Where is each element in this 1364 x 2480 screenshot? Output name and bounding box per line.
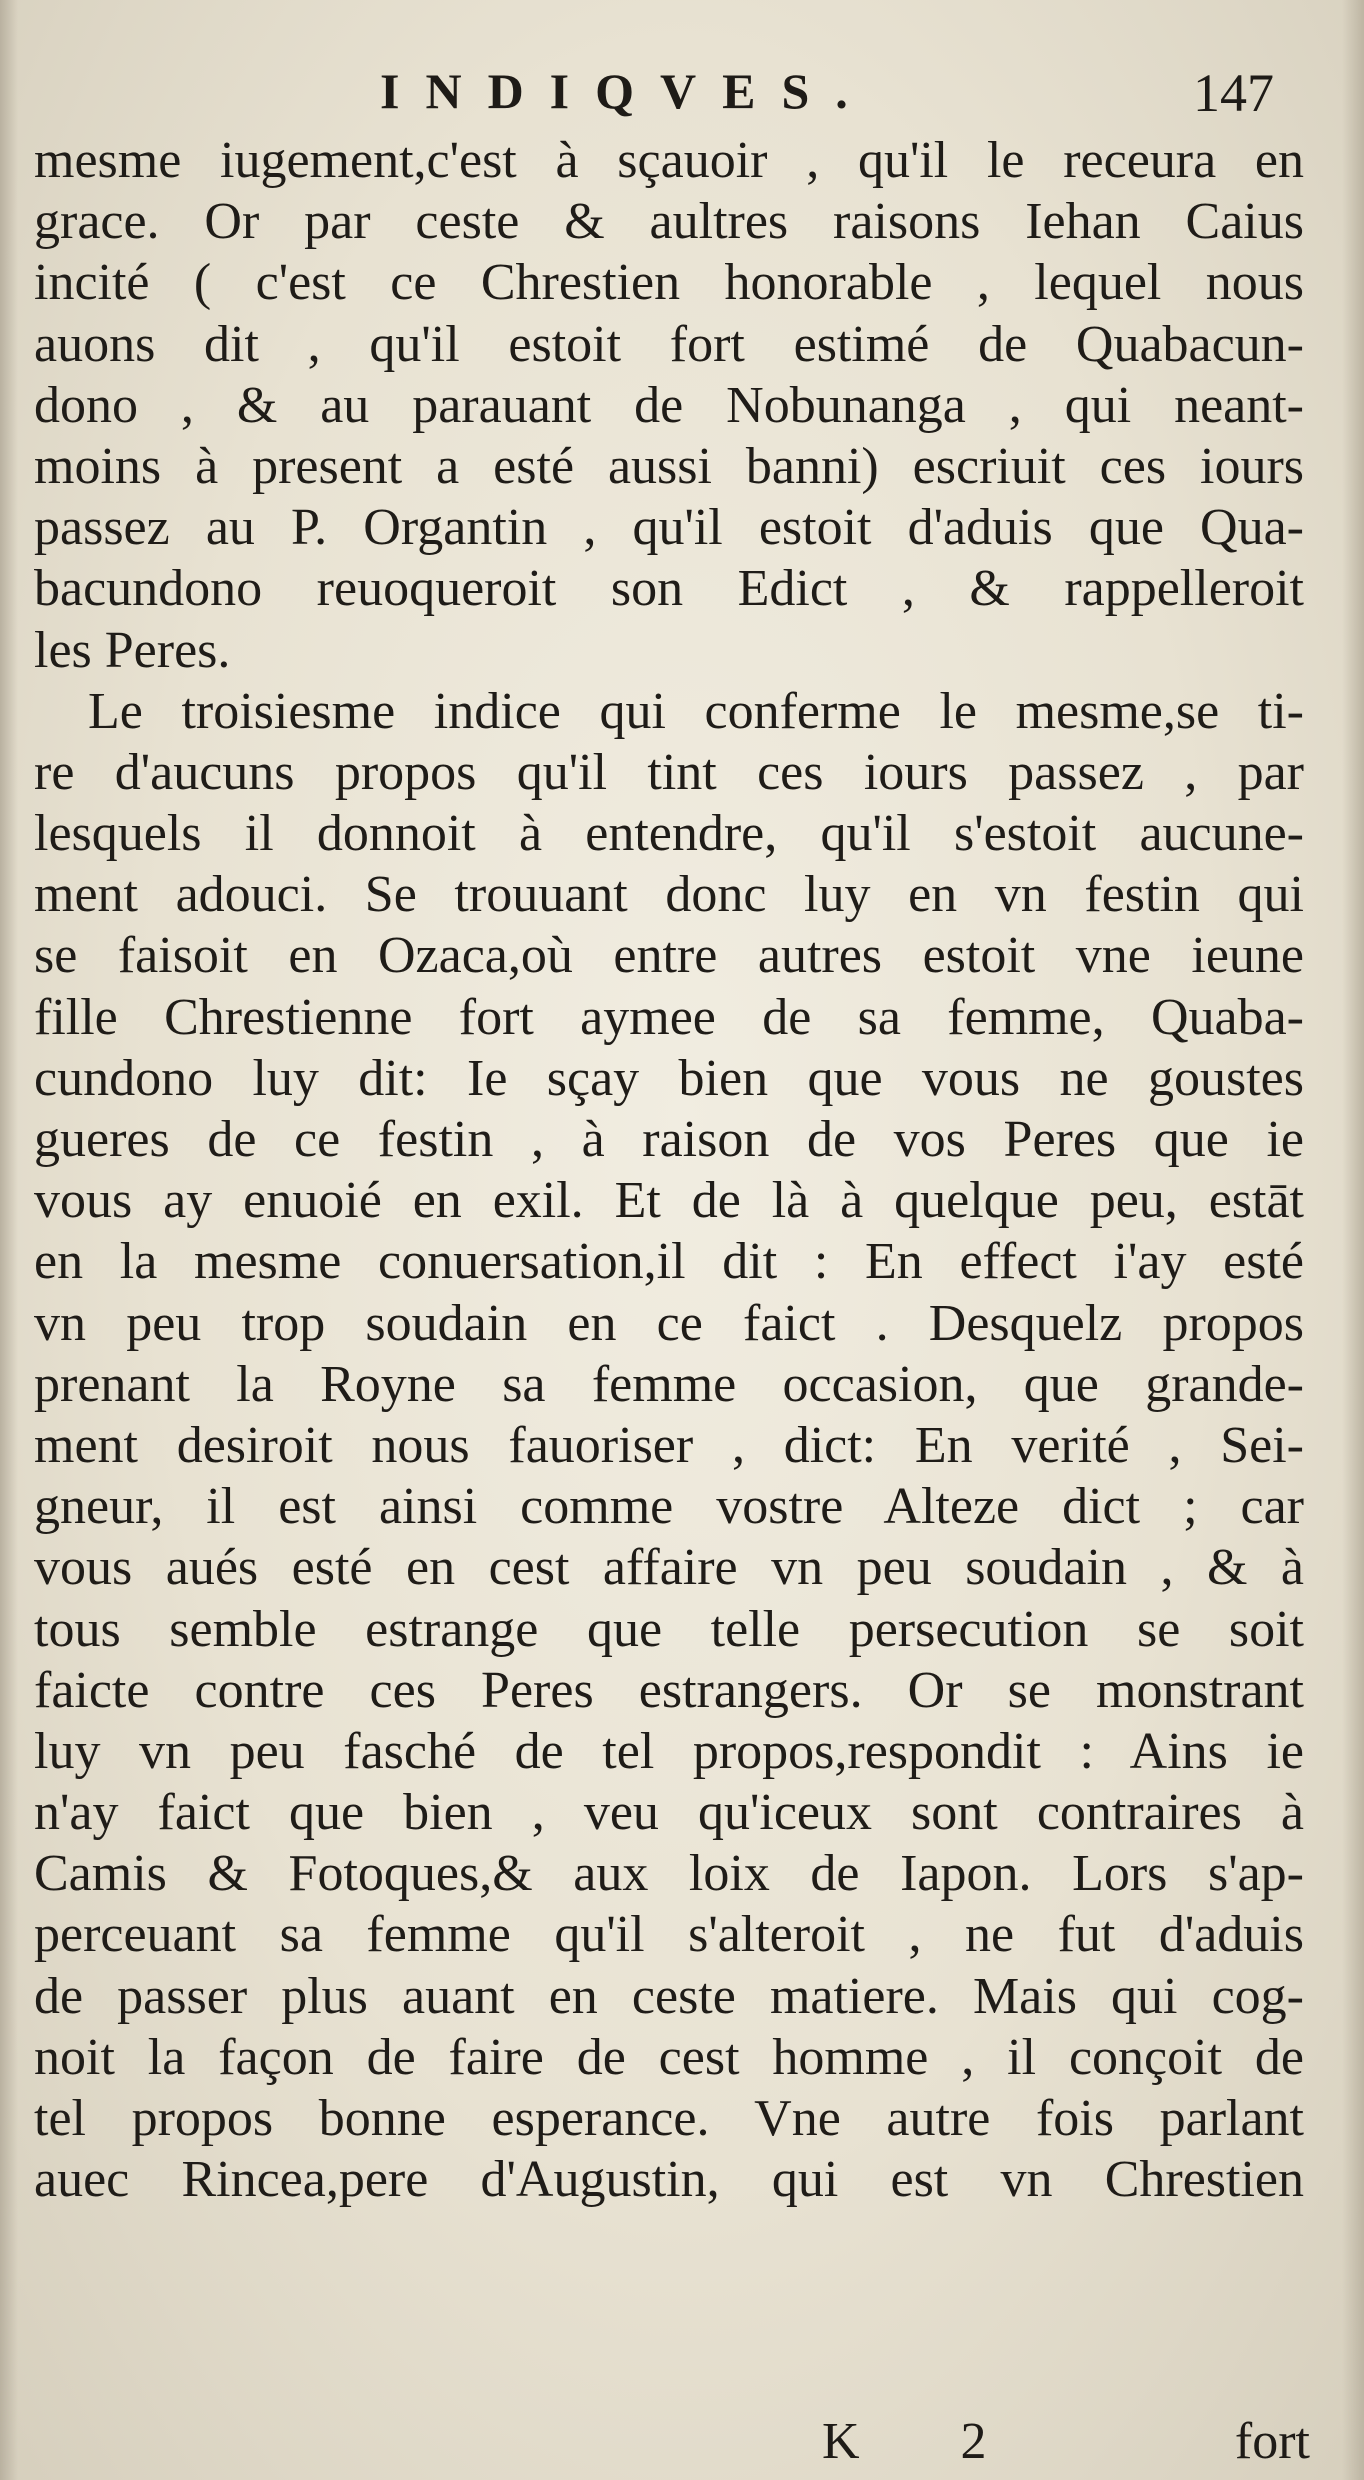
text-line: vous ay enuoié en exil. Et de là à quelque peu, estāt: [34, 1172, 1304, 1230]
text-line: de passer plus auant en ceste matiere. Mais qui cog-: [34, 1967, 1304, 2025]
text-line: auec Rincea,pere d'Augustin, qui est vn Chrestien: [34, 2151, 1304, 2209]
text-line: noit la façon de faire de cest homme , il conçoit de: [34, 2028, 1304, 2086]
text-line: prenant la Royne sa femme occasion, que grande-: [34, 1355, 1304, 1413]
text-line: re d'aucuns propos qu'il tint ces iours passez , par: [34, 743, 1304, 801]
text-line: auons dit , qu'il estoit fort estimé de Quabacun-: [34, 315, 1304, 373]
text-line: tous semble estrange que telle persecution se soit: [34, 1600, 1304, 1658]
text-line: lesquels il donnoit à entendre, qu'il s'estoit aucune-: [34, 805, 1304, 863]
text-line: fille Chrestienne fort aymee de sa femme, Quaba-: [34, 988, 1304, 1046]
text-line: vous aués esté en cest affaire vn peu soudain , & à: [34, 1539, 1304, 1597]
text-line: passez au P. Organtin , qu'il estoit d'aduis que Qua-: [34, 499, 1304, 557]
text-line: grace. Or par ceste & aultres raisons Iehan Caius: [34, 193, 1304, 251]
text-line: mesme iugement,c'est à sçauoir , qu'il le receura en: [34, 132, 1304, 189]
text-line: luy vn peu fasché de tel propos,respondit : Ains ie: [34, 1722, 1304, 1780]
text-line: cundono luy dit: Ie sçay bien que vous ne goustes: [34, 1049, 1304, 1107]
text-line: vn peu trop soudain en ce faict . Desquelz propos: [34, 1294, 1304, 1352]
text-line: bacundono reuoqueroit son Edict , & rappelleroit: [34, 560, 1304, 618]
running-title: INDIQVES.: [380, 63, 874, 119]
text-line: se faisoit en Ozaca,où entre autres estoit vne ieune: [34, 927, 1304, 985]
text-line: ment desiroit nous fauoriser , dict: En verité , Sei-: [34, 1416, 1304, 1474]
text-line: tel propos bonne esperance. Vne autre fois parlant: [34, 2090, 1304, 2147]
signature-mark: K 2: [822, 2413, 1031, 2470]
text-line: moins à present a esté aussi banni) escriuit ces iours: [34, 437, 1304, 495]
text-line: Camis & Fotoques,& aux loix de Iapon. Lors s'ap-: [34, 1845, 1304, 1903]
text-line: faicte contre ces Peres estrangers. Or se monstrant: [34, 1661, 1304, 1719]
page-number: 147: [1193, 63, 1274, 123]
running-head: [0, 62, 1364, 132]
body-text: [34, 130, 1304, 2210]
text-line: n'ay faict que bien , veu qu'iceux sont contraires à: [34, 1784, 1304, 1842]
catchword: fort: [1234, 2413, 1310, 2470]
paragraph-start-line: Le troisiesme indice qui conferme le mesme,se ti-: [88, 682, 1304, 740]
text-line: ment adouci. Se trouuant donc luy en vn festin qui: [34, 866, 1304, 924]
text-line: perceuant sa femme qu'il s'alteroit , ne fut d'aduis: [34, 1906, 1304, 1964]
page-footer: [0, 2412, 1364, 2476]
text-line: gueres de ce festin , à raison de vos Peres que ie: [34, 1111, 1304, 1168]
text-line: en la mesme conuersation,il dit : En effect i'ay esté: [34, 1233, 1304, 1291]
text-line: les Peres.: [34, 621, 231, 679]
text-line: gneur, il est ainsi comme vostre Alteze dict ; car: [34, 1478, 1304, 1536]
text-line: incité ( c'est ce Chrestien honorable , lequel nous: [34, 254, 1304, 312]
text-line: dono , & au parauant de Nobunanga , qui neant-: [34, 376, 1304, 434]
